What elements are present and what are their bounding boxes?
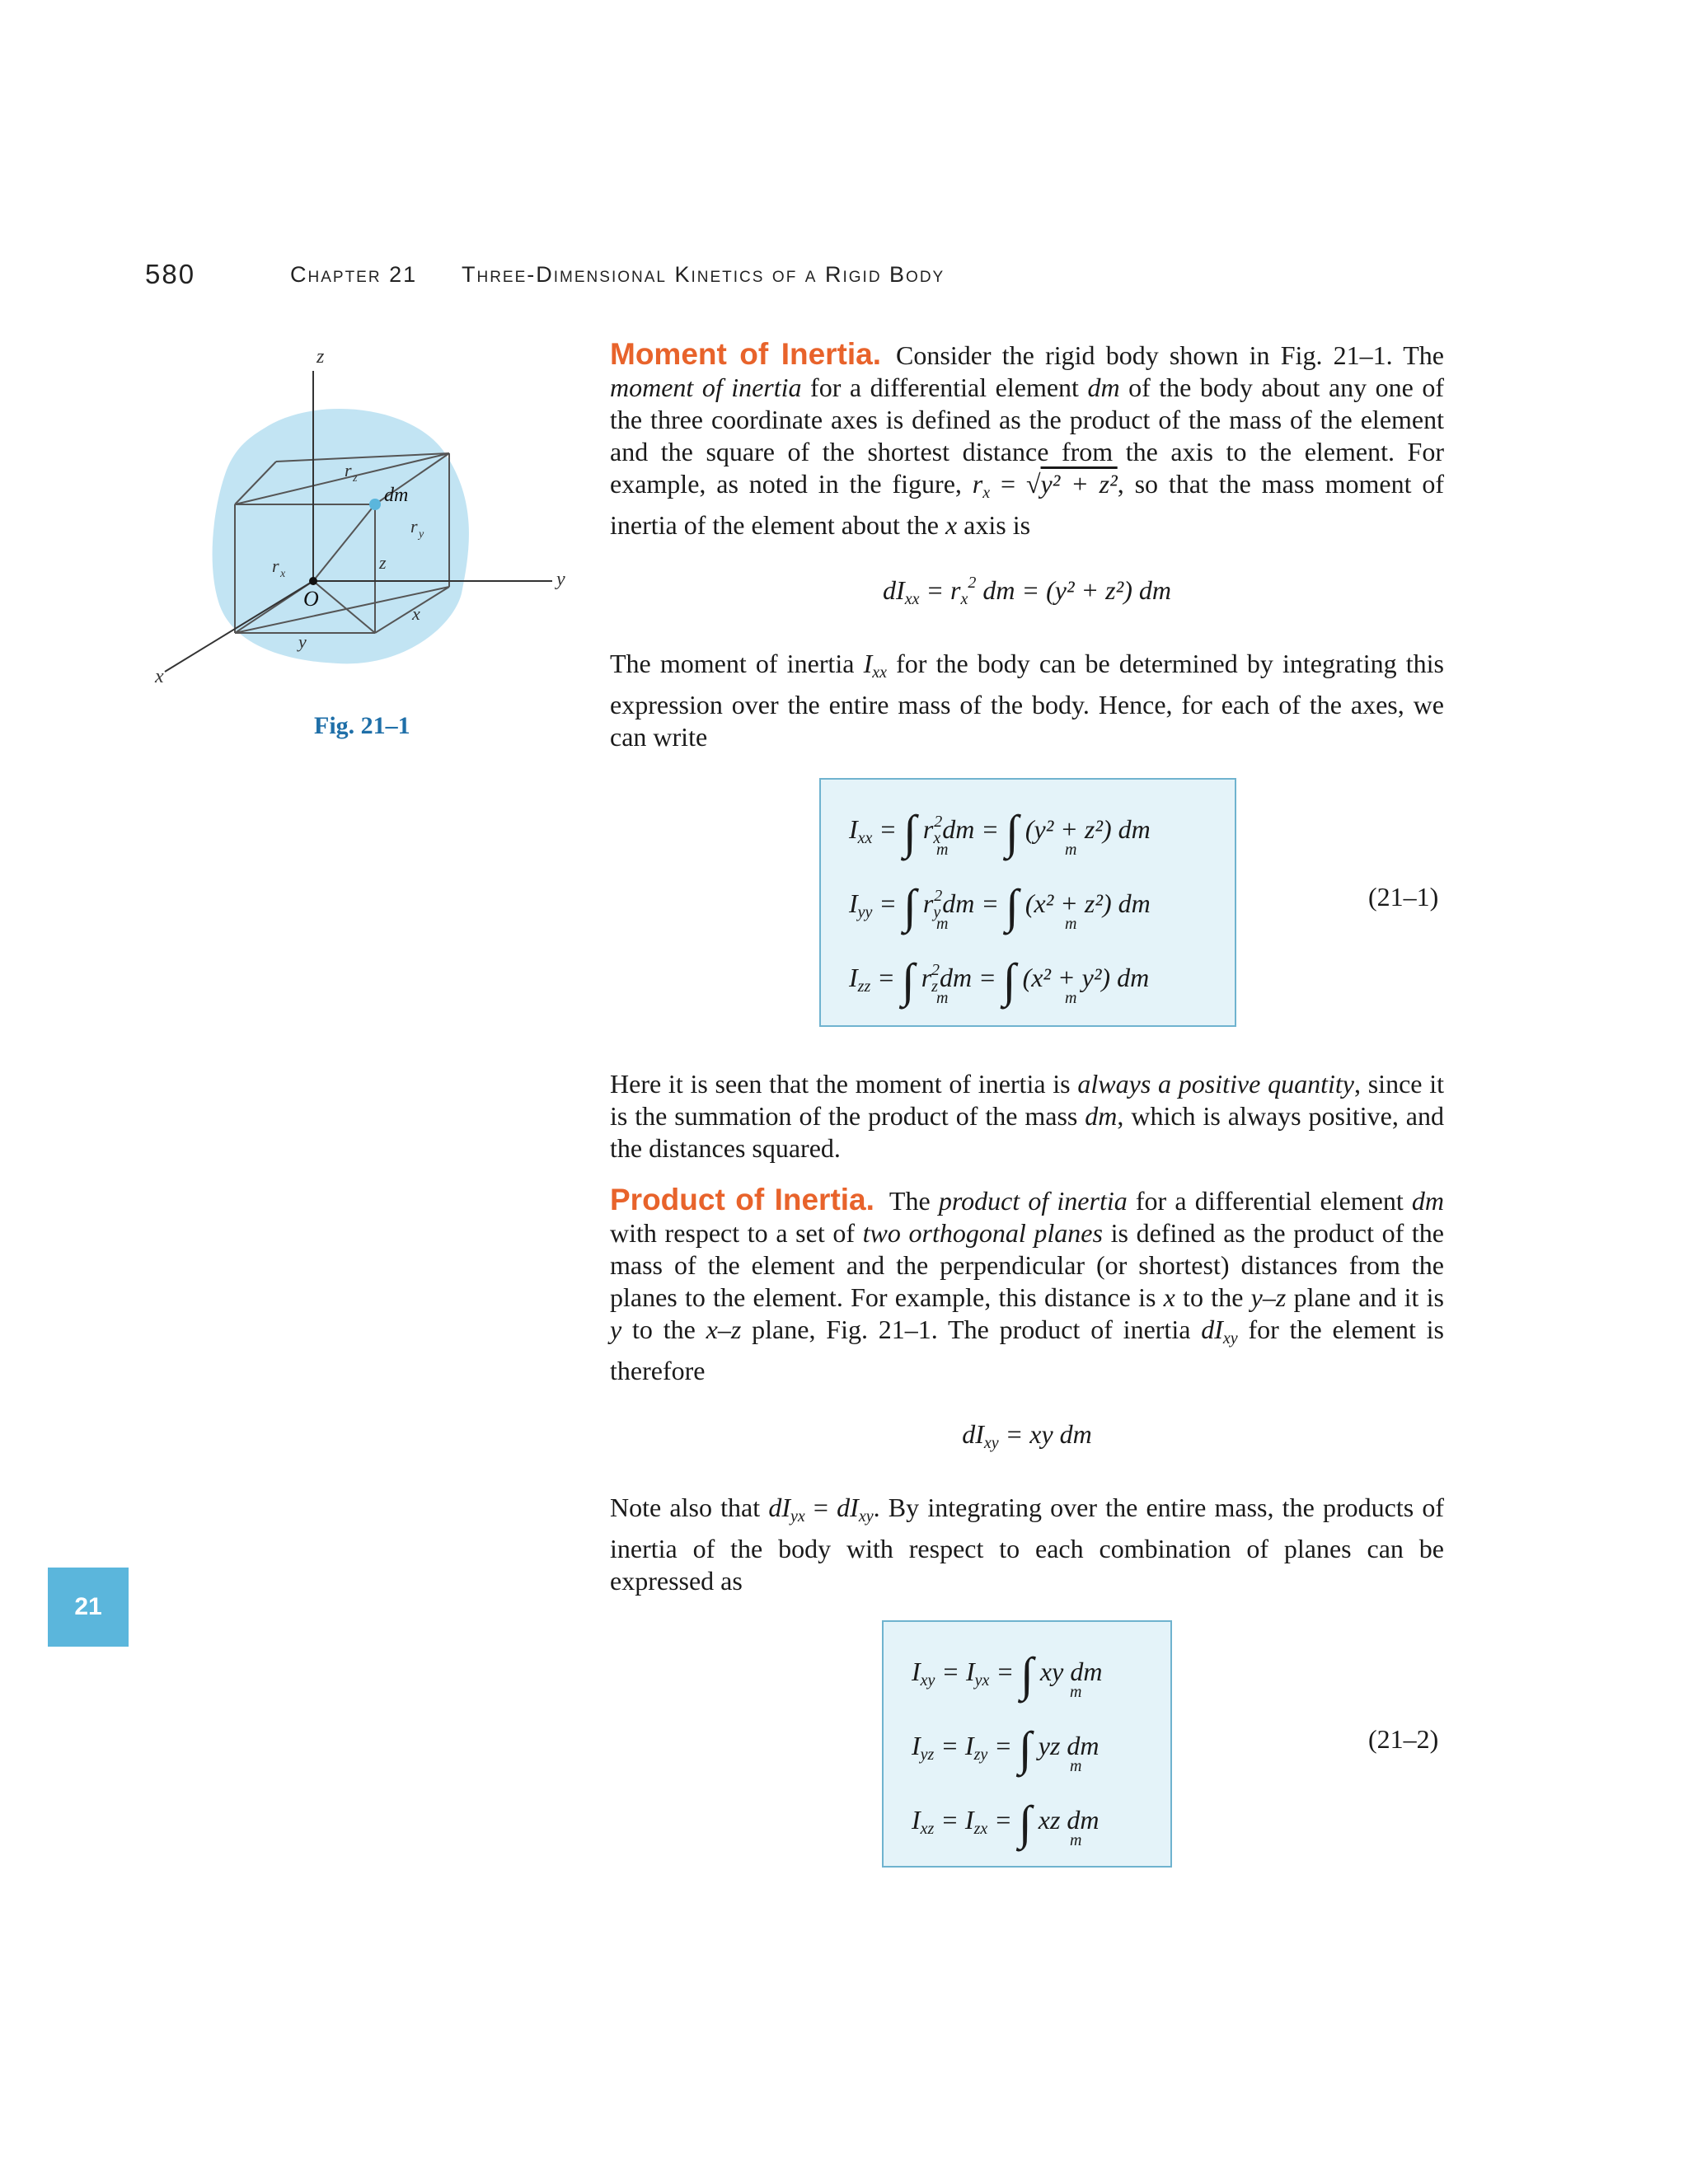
chapter-tab: 21 xyxy=(48,1568,129,1647)
integral-sign: ∫ xyxy=(903,879,917,933)
text-run: y xyxy=(933,902,941,921)
text-run: zz xyxy=(857,977,871,996)
integral-sign: ∫ xyxy=(1002,954,1016,1007)
integral-limit: m xyxy=(1065,989,1077,1007)
text-run: always a positive quantity xyxy=(1077,1069,1354,1099)
text-run: I xyxy=(863,649,873,678)
text-run: I xyxy=(849,813,858,844)
text-run: xx xyxy=(857,828,873,847)
box2-row-xz: $I_{xz} = I_{zx}$ = ∫ xz dm xyxy=(912,1796,1100,1849)
equation-box-21-2 xyxy=(882,1620,1172,1868)
integral-sign: ∫ xyxy=(1018,1722,1032,1775)
section-product-of-inertia xyxy=(610,1183,1444,1387)
chapter-title: Three-Dimensional Kinetics of a Rigid Body xyxy=(462,262,945,287)
integral-sign: ∫ xyxy=(1005,879,1019,933)
text-run: to the xyxy=(621,1315,706,1344)
text-run: (y² + z²) dm xyxy=(1025,813,1151,844)
rz-label: r xyxy=(345,460,352,480)
text-run: dI xyxy=(962,1419,984,1449)
z-dim-label: z xyxy=(379,552,387,573)
text-run: I xyxy=(964,1804,974,1835)
text-run: x xyxy=(1163,1282,1175,1312)
figure-caption: Fig. 21–1 xyxy=(314,712,410,739)
ry-sub-label: y xyxy=(419,528,424,541)
text-run: z xyxy=(931,977,938,996)
text-run: for a differential element xyxy=(801,373,1088,402)
box1-row-yy: $I_{yy}$ = ∫ $r_y^2dm$ = ∫ (x² + z²) dm xyxy=(849,879,1151,933)
equation-dIxy xyxy=(610,1419,1444,1453)
text-run: dm = (y² + z²) dm xyxy=(976,575,1171,605)
integral-sign: ∫ xyxy=(1018,1796,1032,1849)
text-run: Here it is seen that the moment of inertia is xyxy=(610,1069,1078,1099)
text-run: x xyxy=(960,590,968,608)
text-run: = xy dm xyxy=(998,1419,1092,1449)
y-axis-label: y xyxy=(556,569,565,590)
text-run: dI xyxy=(768,1493,790,1522)
text-run: Consider the rigid body shown in Fig. 21–1. The xyxy=(896,340,1445,370)
text-run: r xyxy=(922,813,934,844)
text-run: r xyxy=(972,469,983,499)
figure-21-1 xyxy=(140,338,602,692)
text-run: The xyxy=(889,1186,939,1216)
integral-limit: m xyxy=(936,989,949,1007)
equation-box-21-1 xyxy=(819,778,1236,1027)
poi-paragraph-2 xyxy=(610,1492,1444,1597)
moi-paragraph-1 xyxy=(610,338,1444,541)
text-run: xy xyxy=(983,1434,999,1452)
text-run: I xyxy=(849,962,858,992)
text-run: dI xyxy=(883,575,905,605)
text-run: for the body can be determined by integrating this expression over the entire mass of the body. Hence, for each of the axes, we can write xyxy=(610,649,1445,752)
poi-paragraph-1 xyxy=(610,1183,1444,1387)
text-run: y–z xyxy=(1250,1282,1287,1312)
text-run: plane and it is xyxy=(1286,1282,1444,1312)
section-heading-poi: Product of Inertia. xyxy=(610,1183,874,1216)
z-axis-label: z xyxy=(316,346,325,368)
section-heading-moi: Moment of Inertia. xyxy=(610,337,882,371)
chapter-label: Chapter 21 xyxy=(290,262,418,287)
equation-number-21-1: (21–1) xyxy=(1368,882,1439,912)
text-run: xx xyxy=(904,590,920,608)
integral-sign: ∫ xyxy=(901,954,915,1007)
text-run: I xyxy=(912,1656,921,1686)
text-run: dm xyxy=(1085,1101,1118,1131)
integral-limit: m xyxy=(1065,915,1077,933)
text-run: xx xyxy=(872,663,887,682)
equation-number-21-2: (21–2) xyxy=(1368,1724,1439,1754)
rx-label: r xyxy=(272,555,279,576)
text-run: moment of inertia xyxy=(610,373,802,402)
text-run: y xyxy=(610,1315,622,1344)
text-run: yx xyxy=(790,1507,805,1526)
text-run: Note also that xyxy=(610,1493,769,1522)
dm-label: dm xyxy=(384,485,409,506)
text-run: dI xyxy=(1201,1315,1223,1344)
integral-limit: m xyxy=(936,841,949,859)
text-run: xy xyxy=(920,1671,935,1690)
ry-label: r xyxy=(410,516,418,537)
integral-limit: m xyxy=(936,915,949,933)
text-run: x xyxy=(933,828,941,847)
text-run: yy xyxy=(857,902,873,921)
text-run: I xyxy=(849,888,858,918)
integral-limit: m xyxy=(1065,841,1077,859)
text-run: , since it is the summation of the product of the mass xyxy=(610,1069,1445,1131)
text-run: , so that the mass moment of inertia of the element about the xyxy=(610,469,1445,540)
integral-sign: ∫ xyxy=(903,805,917,859)
moi-paragraph-3 xyxy=(610,1068,1444,1165)
box1-row-xx: $I_{xx}$ = ∫ $r_x^2dm$ = ∫ (y² + z²) dm xyxy=(849,805,1151,859)
text-run: dm xyxy=(1087,373,1120,402)
section-moment-of-inertia xyxy=(610,338,1444,541)
text-run: = √ xyxy=(990,469,1041,499)
text-run: y² + z² xyxy=(1040,469,1118,499)
text-run: (x² + z²) dm xyxy=(1025,888,1151,918)
text-run: I xyxy=(964,1730,974,1760)
x-dim-label: x xyxy=(412,603,420,624)
rigid-body-blob xyxy=(213,409,469,663)
moi-paragraph-2 xyxy=(610,648,1444,753)
text-run: xz dm xyxy=(1038,1804,1100,1835)
text-run: r xyxy=(922,888,934,918)
integral-limit: m xyxy=(1070,1683,1082,1701)
text-run: x–z xyxy=(706,1315,742,1344)
text-run: , which is always positive, and the distances squared. xyxy=(610,1101,1445,1163)
box2-row-xy: $I_{xy} = I_{yx}$ = ∫ xy dm xyxy=(912,1647,1103,1701)
text-run: is defined as the product of the mass of the element and the perpendicular (or shortest) distances from the planes to the element. For example, this distance is xyxy=(610,1218,1445,1312)
text-run: The moment of inertia xyxy=(610,649,864,678)
text-run: with respect to a set of xyxy=(610,1218,863,1248)
text-run: x xyxy=(982,484,991,502)
page-number: 580 xyxy=(145,259,196,289)
box1-row-zz: $I_{zz}$ = ∫ $r_z^2dm$ = ∫ (x² + y²) dm xyxy=(849,954,1150,1007)
text-run: to the xyxy=(1175,1282,1251,1312)
box2-row-yz: $I_{yz} = I_{zy}$ = ∫ yz dm xyxy=(912,1722,1100,1775)
text-run: plane, Fig. 21–1. The product of inertia xyxy=(741,1315,1202,1344)
y-dim-label: y xyxy=(298,631,307,652)
text-run: I xyxy=(912,1804,921,1835)
text-run: (x² + y²) dm xyxy=(1022,962,1150,992)
text-run: xy xyxy=(1222,1329,1238,1347)
text-run: I xyxy=(966,1656,975,1686)
origin-point xyxy=(309,577,317,585)
text-run: xz xyxy=(920,1819,935,1838)
text-run: I xyxy=(912,1730,921,1760)
text-run: = r xyxy=(919,575,961,605)
rz-sub-label: z xyxy=(353,472,358,485)
integral-sign: ∫ xyxy=(1005,805,1019,859)
text-run: zx xyxy=(973,1819,988,1838)
text-run: product of inertia xyxy=(938,1186,1128,1216)
text-run: axis is xyxy=(957,510,1031,540)
text-run: xy xyxy=(858,1507,874,1526)
text-run: dI xyxy=(837,1493,859,1522)
equation-dIxx xyxy=(610,574,1444,609)
text-run: yz xyxy=(920,1745,935,1764)
text-run: r xyxy=(921,962,932,992)
text-run: for a differential element xyxy=(1127,1186,1412,1216)
text-run: of the body about any one of the three coordinate axes is defined as the product of the mass of the element and the square of the shortest distance from the axis to the element. For example, as noted in the figure, xyxy=(610,373,1445,499)
text-run: yz dm xyxy=(1038,1730,1100,1760)
rx-sub-label: x xyxy=(280,568,286,580)
text-run: yx xyxy=(974,1671,990,1690)
integral-limit: m xyxy=(1070,1831,1082,1849)
x-axis-label: x xyxy=(155,666,164,687)
origin-label: O xyxy=(303,587,319,611)
integral-limit: m xyxy=(1070,1757,1082,1775)
text-run: zy xyxy=(973,1745,988,1764)
text-run: . By integrating over the entire mass, the products of inertia of the body with respect to each combination of planes can be expressed as xyxy=(610,1493,1445,1596)
text-run: 2 xyxy=(968,574,977,592)
text-run: x xyxy=(945,510,958,540)
text-run: dm xyxy=(1411,1186,1445,1216)
text-run: xy dm xyxy=(1039,1656,1103,1686)
dm-point xyxy=(369,499,381,510)
text-run: = xyxy=(804,1493,837,1522)
text-run: for the element is therefore xyxy=(610,1315,1445,1385)
integral-sign: ∫ xyxy=(1020,1647,1034,1701)
text-run: two orthogonal planes xyxy=(862,1218,1103,1248)
